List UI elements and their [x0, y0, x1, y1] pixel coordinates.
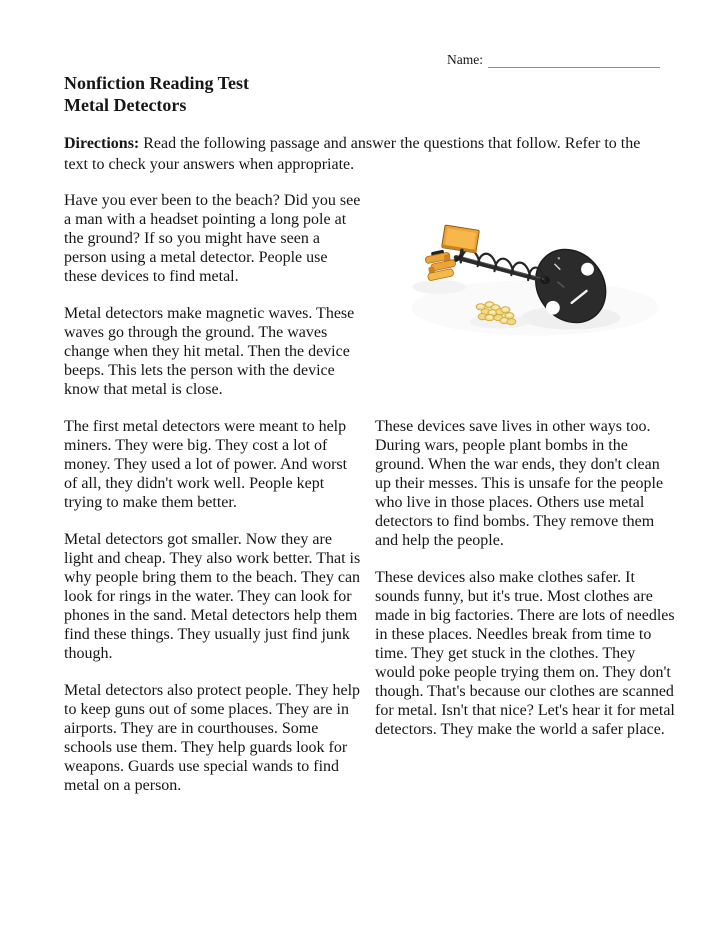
name-row [64, 50, 660, 68]
directions-text: Read the following passage and answer the questions that follow. Refer to the text to check your answers when appropriate. [64, 135, 641, 173]
intro-column [64, 191, 361, 417]
passage-top-row [64, 191, 710, 417]
metal-detector-illustration [375, 193, 710, 381]
directions [64, 133, 660, 175]
page-title [64, 72, 710, 116]
illustration-column [375, 191, 710, 417]
detector-shaft [456, 256, 550, 284]
coil-hole [546, 301, 560, 315]
passage-columns-row [64, 417, 710, 813]
illustration-shadow [411, 280, 658, 335]
passage-left-column [64, 417, 361, 813]
passage-paragraph: Metal detectors also protect people. They help to keep guns out of some places. They are in airports. They are in courthouses. Some schools use them. They help guards look for weapons. Guards use special wands to find metal on a person. [64, 682, 361, 794]
passage-right-column [375, 417, 678, 813]
directions-label: Directions: [64, 135, 140, 152]
title-line-1: Nonfiction Reading Test [64, 73, 250, 93]
passage-paragraph: Metal detectors make magnetic waves. These waves go through the ground. The waves change when they hit metal. Then the device beeps. This lets the person with the device know that metal is close. [64, 305, 355, 398]
detector-handle [423, 248, 458, 281]
detector-control-box [442, 225, 480, 253]
title-line-2: Metal Detectors [64, 95, 187, 115]
name-blank-line [488, 53, 660, 68]
name-label: Name: [447, 52, 483, 67]
passage-paragraph: Metal detectors got smaller. Now they are light and cheap. They also work better. That is why people bring them to the beach. They can look for rings in the water. They can look for phones in the sand. Metal detectors help them find these things. They usually just find junk though. [64, 531, 361, 662]
passage-paragraph: These devices also make clothes safer. It sounds funny, but it's true. Most clothes are made in big factories. There are lots of needles in these places. Needles break from time to time. They get stuck in the clothes. They would poke people trying them on. They don't though. That's because our clothes are scanned for metal. Isn't that nice? Let's hear it for metal detectors. They make the world a safer place. [375, 569, 675, 738]
passage-paragraph: Have you ever been to the beach? Did you see a man with a headset pointing a long pole at the ground? If so you might have seen a person using a metal detector. People use these devices to find metal. [64, 192, 361, 285]
passage-paragraph: The first metal detectors were meant to help miners. They were big. They cost a lot of money. They used a lot of power. And worst of all, they didn't work well. People kept trying to make them better. [64, 418, 348, 511]
coil-hole [581, 263, 594, 276]
passage [64, 191, 710, 813]
passage-paragraph: These devices save lives in other ways too. During wars, people plant bombs in the ground. When the war ends, they don't clean up their messes. This is unsafe for the people who live in those places. Others use metal detectors to find bombs. They remove them and help the people. [375, 418, 664, 549]
